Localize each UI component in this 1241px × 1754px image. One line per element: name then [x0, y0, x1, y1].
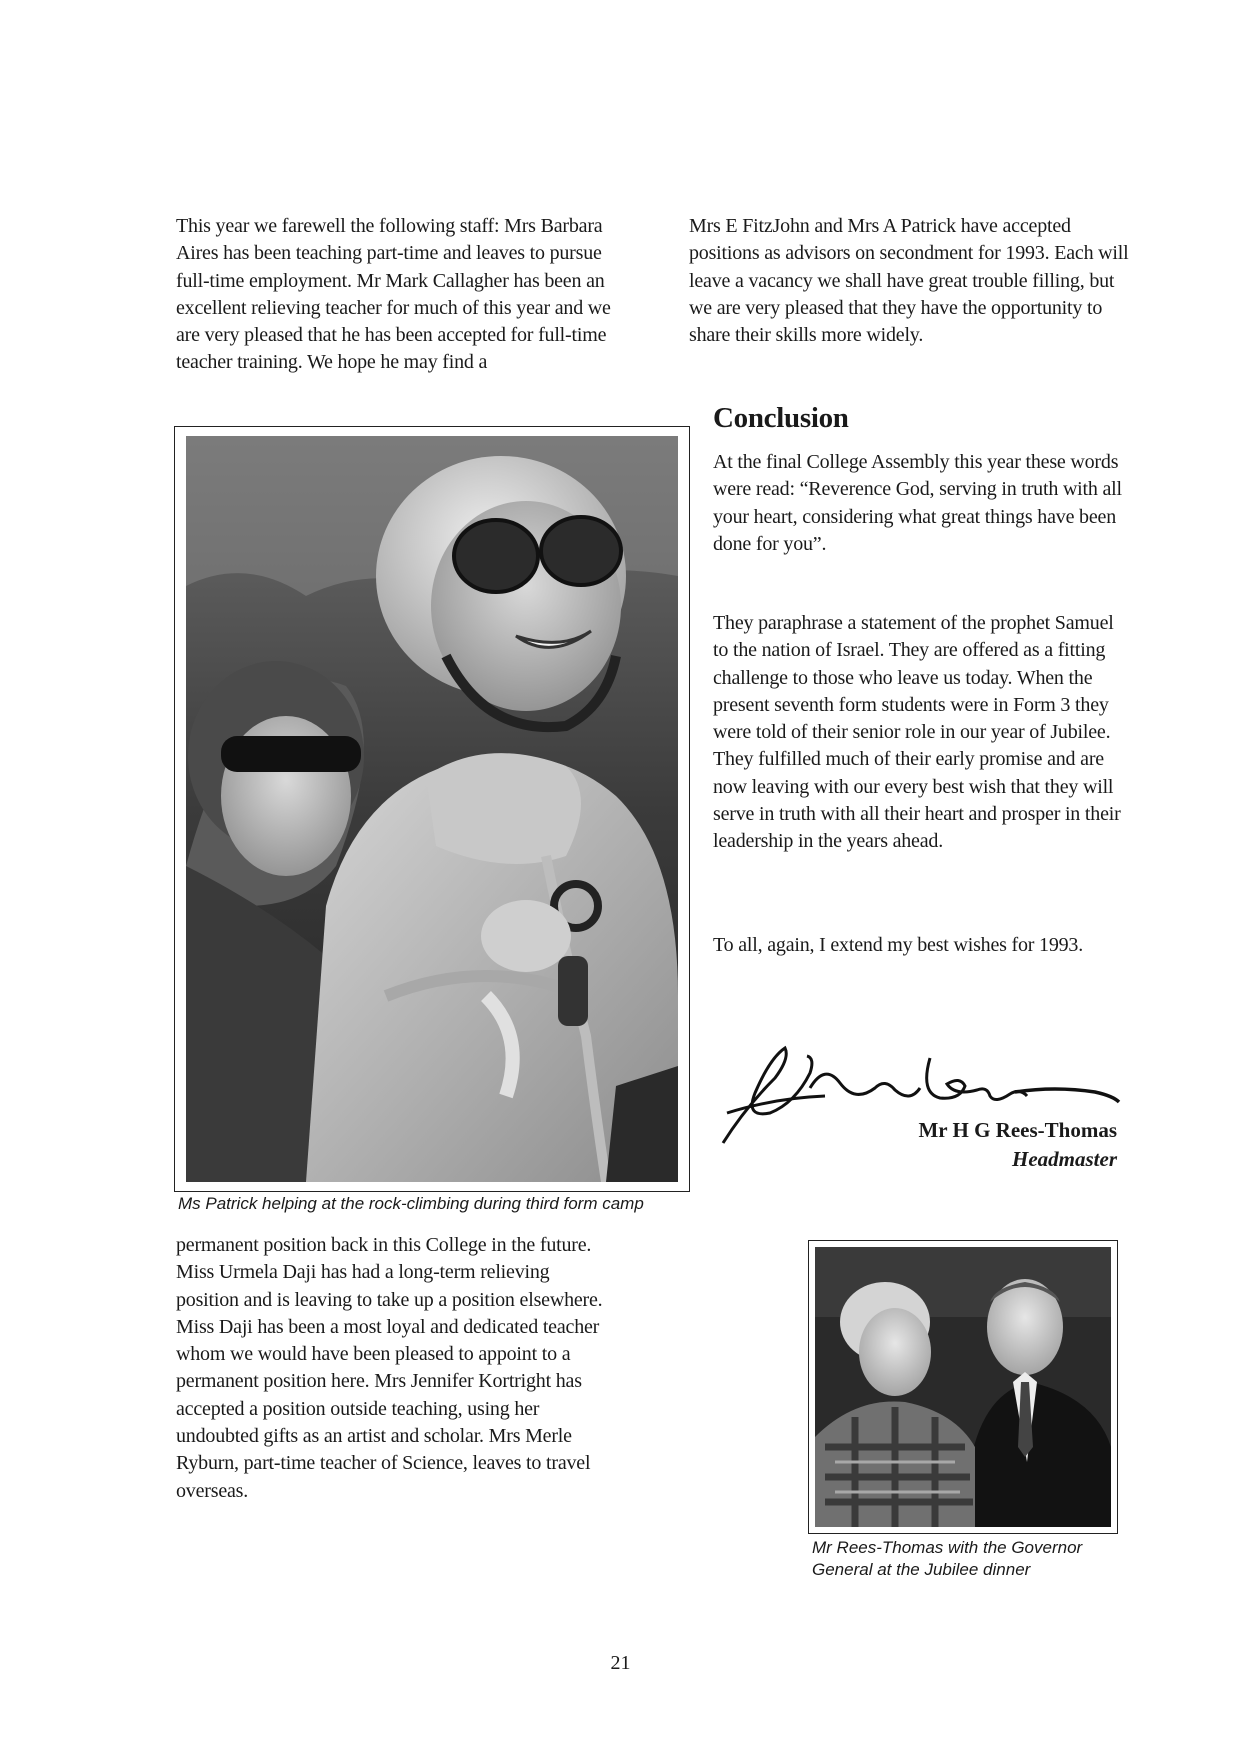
farewell-paragraph-continued: permanent position back in this College in the future. Miss Urmela Daji has had a long-term relieving position and is leaving to take up a position elsewhere. Miss Daji has been a most loyal and dedicated teacher whom we would have been pleased to appoint to a permanent position here. Mrs Jennifer Kortright has accepted a position outside teaching, using her undoubted gifts as an artist and scholar. Mrs Merle Ryburn, part-time teacher of Science, leaves to travel overseas.: [176, 1234, 603, 1502]
signatory-title: Headmaster: [1012, 1147, 1117, 1171]
jubilee-dinner-photo: [808, 1240, 1118, 1534]
rock-climbing-photo-caption: Ms Patrick helping at the rock-climbing during third form camp: [178, 1194, 644, 1213]
advisors-paragraph: Mrs E FitzJohn and Mrs A Patrick have accepted positions as advisors on secondment for 1993. Each will leave a vacancy we shall have great trouble filling, but we are very pleased that they have the opportunity to share their skills more widely.: [689, 215, 1129, 347]
page-number: 21: [610, 1652, 631, 1674]
conclusion-paragraph-3: To all, again, I extend my best wishes for 1993.: [713, 934, 1084, 956]
rock-climbing-photo-image: [186, 436, 678, 1182]
conclusion-paragraph-2: They paraphrase a statement of the prophet Samuel to the nation of Israel. They are offered as a fitting challenge to those who leave us today. When the present seventh form students were in Form 3 they were told of their senior role in our year of Jubilee. They fulfilled much of their early promise and are now leaving with our every best wish that they will serve in truth with all their heart and prosper in their leadership in the years ahead.: [713, 612, 1121, 853]
conclusion-paragraph-1: At the final College Assembly this year these words were read: “Reverence God, serving in truth with all your heart, considering what great things have been done for you”.: [713, 451, 1122, 555]
jubilee-dinner-photo-image: [815, 1247, 1111, 1527]
jubilee-dinner-photo-caption: Mr Rees-Thomas with the Governor General at the Jubilee dinner: [812, 1538, 1083, 1579]
farewell-paragraph-start: This year we farewell the following staff: Mrs Barbara Aires has been teaching part-time and leaves to pursue full-time employment. Mr Mark Callagher has been an excellent relieving teacher for much of this year and we are very pleased that he has been accepted for full-time teacher training. We hope he may find a: [176, 215, 611, 374]
conclusion-heading: Conclusion: [713, 402, 849, 434]
rock-climbing-photo: [174, 426, 690, 1192]
signatory-name: Mr H G Rees-Thomas: [918, 1118, 1117, 1142]
